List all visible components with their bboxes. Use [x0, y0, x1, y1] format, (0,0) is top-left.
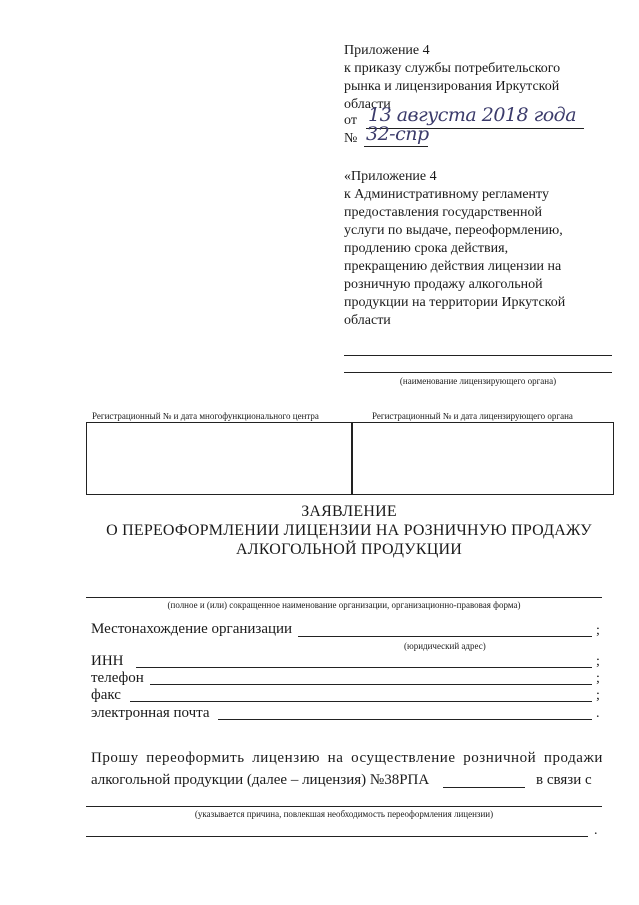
order-number-underline — [364, 146, 428, 147]
order-number-row — [344, 123, 614, 152]
authority-caption: (наименование лицензирующего органа) — [399, 376, 557, 386]
inn-semicolon: ; — [596, 654, 600, 669]
request-line-2-text: алкогольной продукции (далее – лицензия) №38РПА — [91, 772, 430, 788]
order-number-handwritten: 32-спр — [366, 123, 429, 145]
fax-field[interactable] — [130, 701, 592, 702]
location-caption: (юридический адрес) — [404, 641, 486, 651]
title-line-2: О ПЕРЕОФОРМЛЕНИИ ЛИЦЕНЗИИ НА РОЗНИЧНУЮ ПРОДАЖУ — [106, 522, 592, 539]
fax-semicolon: ; — [596, 688, 600, 703]
email-label: электронная почта — [91, 705, 210, 721]
license-number-field[interactable] — [443, 787, 525, 788]
regulation-annex-line: предоставления государственной — [344, 205, 543, 220]
location-field[interactable] — [298, 636, 592, 637]
regulation-annex-line: услуги по выдаче, переоформлению, — [344, 223, 563, 238]
reason-period: . — [594, 823, 598, 838]
request-line-2-end: в связи с — [536, 772, 592, 788]
authority-name-line-2[interactable] — [344, 372, 612, 373]
email-period: . — [596, 706, 600, 721]
order-annex-line3: рынка и лицензирования Иркутской — [344, 79, 560, 94]
inn-field[interactable] — [136, 667, 592, 668]
org-name-caption: (полное и (или) сокращенное наименование организации, организационно-правовая форма) — [167, 600, 521, 610]
order-date-prefix: от — [344, 113, 357, 128]
regulation-annex-line: области — [344, 313, 391, 328]
title-line-3: АЛКОГОЛЬНОЙ ПРОДУКЦИИ — [236, 541, 462, 558]
regulation-annex-line: продукции на территории Иркутской — [344, 295, 566, 310]
regulation-annex-line: прекращению действия лицензии на — [344, 259, 562, 274]
location-label: Местонахождение организации — [91, 621, 293, 637]
location-semicolon: ; — [596, 623, 600, 638]
regulation-annex — [344, 168, 614, 330]
request-line-1: Прошу переоформить лицензию на осуществление розничной продажи — [91, 750, 603, 766]
phone-semicolon: ; — [596, 671, 600, 686]
reason-field-line-1[interactable] — [86, 806, 602, 807]
order-annex-line4: области — [344, 97, 391, 112]
licensing-registration-box[interactable] — [351, 422, 614, 495]
licensing-registration-caption: Регистрационный № и дата лицензирующего органа — [372, 411, 573, 421]
phone-label: телефон — [91, 670, 144, 686]
mfc-registration-caption: Регистрационный № и дата многофункционального центра — [92, 411, 319, 421]
regulation-annex-line: «Приложение 4 — [344, 169, 437, 184]
document-title — [86, 502, 612, 559]
phone-field[interactable] — [150, 684, 592, 685]
fax-label: факс — [91, 687, 121, 703]
org-name-field[interactable] — [86, 597, 602, 598]
title-line-1: ЗАЯВЛЕНИЕ — [301, 503, 397, 520]
request-line-2 — [91, 770, 603, 792]
order-annex-line1: Приложение 4 — [344, 43, 430, 58]
order-date-handwritten: 13 августа 2018 года — [368, 104, 577, 126]
order-number-prefix: № — [344, 131, 358, 146]
authority-name-line-1[interactable] — [344, 355, 612, 356]
reason-field-line-2[interactable] — [86, 836, 588, 837]
order-annex-line2: к приказу службы потребительского — [344, 61, 561, 76]
mfc-registration-box[interactable] — [86, 422, 353, 495]
reason-caption: (указывается причина, повлекшая необходимость переоформления лицензии) — [194, 809, 494, 819]
regulation-annex-line: продлению срока действия, — [344, 241, 509, 256]
regulation-annex-line: к Административному регламенту — [344, 187, 549, 202]
regulation-annex-line: розничную продажу алкогольной — [344, 277, 543, 292]
email-field[interactable] — [218, 719, 592, 720]
inn-label: ИНН — [91, 653, 124, 669]
